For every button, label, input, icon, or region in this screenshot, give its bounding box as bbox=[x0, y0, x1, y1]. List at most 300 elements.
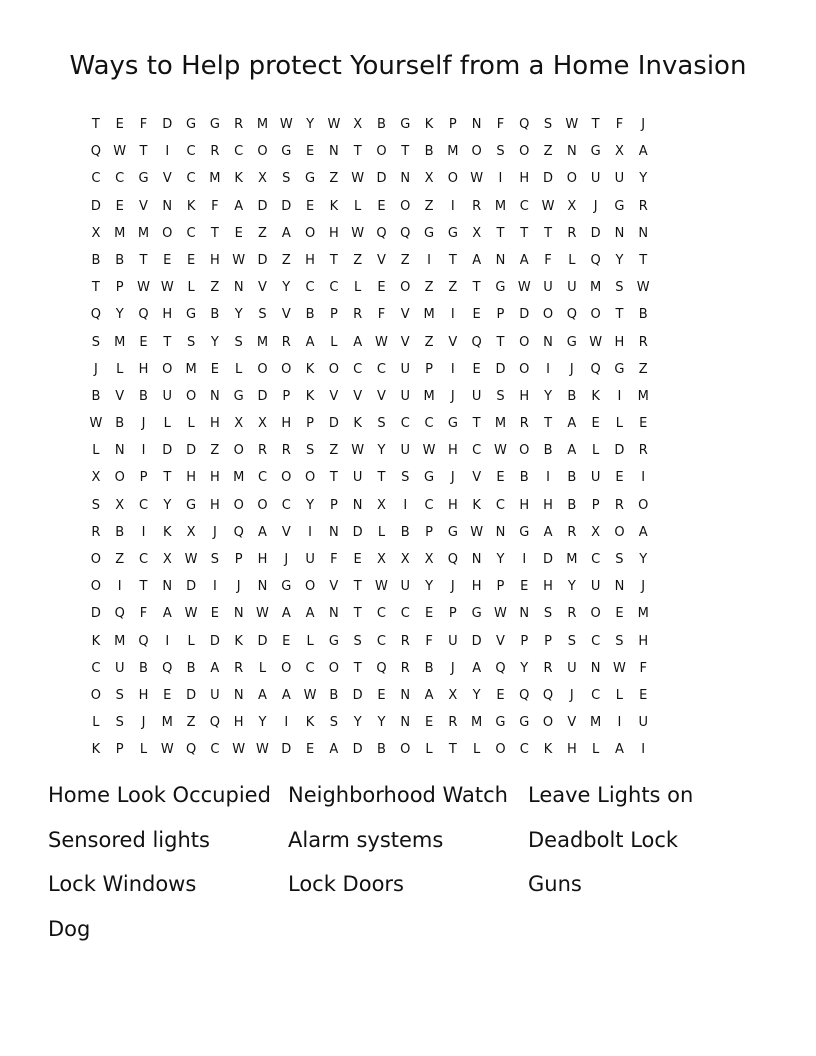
grid-letter: T bbox=[329, 470, 338, 486]
grid-letter: M bbox=[494, 416, 507, 432]
grid-letter: M bbox=[256, 334, 269, 350]
grid-letter: T bbox=[210, 225, 219, 241]
grid-letter: O bbox=[90, 687, 102, 703]
grid-row bbox=[84, 573, 734, 600]
grid-letter: W bbox=[589, 334, 603, 350]
grid-letter: B bbox=[543, 443, 553, 459]
grid-letter: B bbox=[329, 687, 339, 703]
grid-letter: C bbox=[234, 144, 244, 160]
grid-letter: Z bbox=[210, 443, 220, 459]
grid-letter: J bbox=[593, 198, 598, 214]
grid-letter: S bbox=[210, 552, 220, 567]
grid-letter: O bbox=[304, 470, 316, 486]
grid-letter: T bbox=[353, 606, 362, 622]
grid-letter: P bbox=[234, 552, 243, 567]
grid-letter: D bbox=[209, 633, 220, 649]
grid-letter: I bbox=[212, 579, 217, 595]
grid-letter: W bbox=[89, 416, 103, 432]
grid-row bbox=[84, 709, 734, 736]
grid-letter: Q bbox=[185, 742, 197, 758]
grid-letter: W bbox=[494, 606, 507, 622]
grid-letter: W bbox=[184, 606, 198, 622]
grid-letter: Y bbox=[496, 552, 505, 567]
grid-letter: E bbox=[186, 252, 196, 268]
grid-letter: Z bbox=[329, 171, 339, 187]
grid-letter: O bbox=[566, 171, 577, 187]
grid-letter: I bbox=[165, 144, 170, 160]
grid-letter: H bbox=[543, 497, 553, 513]
grid-letter: G bbox=[447, 225, 458, 241]
grid-row bbox=[84, 274, 734, 301]
grid-letter: B bbox=[567, 497, 577, 513]
grid-letter: G bbox=[519, 715, 530, 731]
grid-letter: X bbox=[472, 225, 482, 241]
grid-letter: C bbox=[257, 470, 268, 486]
grid-letter: Q bbox=[590, 252, 601, 268]
grid-letter: V bbox=[567, 715, 577, 731]
grid-row bbox=[84, 247, 734, 274]
grid-letter: Q bbox=[209, 715, 220, 731]
grid-row bbox=[84, 356, 734, 383]
grid-letter: B bbox=[91, 388, 101, 404]
grid-letter: F bbox=[330, 552, 338, 567]
grid-letter: C bbox=[353, 361, 363, 377]
grid-letter: Z bbox=[258, 225, 267, 241]
grid-letter: E bbox=[234, 225, 243, 241]
grid-letter: W bbox=[160, 742, 174, 758]
grid-letter: V bbox=[139, 198, 148, 214]
grid-letter: Y bbox=[163, 497, 172, 513]
grid-letter: C bbox=[591, 633, 601, 649]
grid-letter: T bbox=[329, 252, 338, 268]
grid-letter: D bbox=[90, 198, 101, 214]
word-list-item: Dog bbox=[48, 916, 91, 941]
grid-letter: Y bbox=[115, 307, 124, 323]
grid-letter: H bbox=[186, 470, 196, 486]
grid-letter: N bbox=[400, 171, 411, 187]
grid-row bbox=[84, 546, 734, 573]
grid-letter: L bbox=[592, 443, 600, 459]
grid-letter: X bbox=[91, 470, 101, 486]
grid-letter: E bbox=[472, 361, 481, 377]
grid-letter: C bbox=[495, 497, 505, 513]
grid-letter: W bbox=[613, 660, 626, 676]
grid-letter: C bbox=[138, 497, 149, 513]
grid-letter: C bbox=[472, 443, 482, 459]
grid-letter: E bbox=[377, 280, 386, 296]
grid-letter: T bbox=[353, 660, 362, 676]
grid-letter: M bbox=[114, 633, 126, 649]
grid-letter: E bbox=[163, 687, 172, 703]
grid-letter: J bbox=[450, 660, 455, 676]
grid-letter: A bbox=[281, 225, 291, 241]
grid-letter: M bbox=[114, 225, 126, 241]
grid-letter: T bbox=[544, 416, 553, 432]
grid-letter: C bbox=[210, 742, 220, 758]
grid-letter: E bbox=[210, 361, 219, 377]
grid-letter: B bbox=[377, 117, 386, 132]
grid-letter: O bbox=[495, 742, 506, 758]
grid-letter: N bbox=[114, 443, 125, 459]
grid-letter: N bbox=[543, 334, 553, 350]
grid-letter: S bbox=[329, 715, 338, 731]
grid-letter: U bbox=[400, 443, 411, 459]
grid-letter: X bbox=[424, 171, 434, 187]
grid-letter: D bbox=[495, 361, 506, 377]
grid-letter: S bbox=[115, 715, 124, 731]
grid-letter: G bbox=[495, 280, 506, 296]
grid-letter: O bbox=[542, 715, 554, 731]
grid-letter: V bbox=[377, 252, 386, 268]
grid-letter: W bbox=[137, 280, 150, 296]
grid-letter: C bbox=[519, 198, 529, 214]
grid-letter: O bbox=[519, 334, 530, 350]
grid-letter: D bbox=[352, 687, 363, 703]
grid-letter: B bbox=[377, 742, 386, 758]
grid-letter: M bbox=[590, 715, 602, 731]
grid-letter: T bbox=[139, 579, 148, 595]
word-list-item: Deadbolt Lock bbox=[528, 827, 679, 852]
grid-letter: Q bbox=[376, 660, 387, 676]
grid-letter: K bbox=[591, 388, 600, 404]
grid-letter: X bbox=[448, 687, 458, 703]
grid-letter: O bbox=[400, 742, 411, 758]
grid-letter: A bbox=[281, 606, 291, 622]
grid-letter: W bbox=[375, 579, 388, 595]
word-list-item: Neighborhood Watch bbox=[288, 783, 508, 807]
grid-letter: E bbox=[305, 198, 315, 214]
grid-letter: D bbox=[186, 579, 197, 595]
grid-letter: X bbox=[353, 117, 363, 132]
grid-letter: T bbox=[448, 252, 457, 268]
grid-row bbox=[84, 329, 734, 356]
grid-letter: H bbox=[209, 470, 220, 486]
grid-letter: E bbox=[615, 470, 624, 486]
grid-letter: T bbox=[163, 470, 172, 486]
grid-letter: C bbox=[400, 606, 410, 622]
grid-letter: A bbox=[472, 252, 482, 268]
grid-row bbox=[84, 736, 734, 763]
grid-letter: J bbox=[93, 361, 98, 377]
grid-letter: I bbox=[403, 497, 408, 513]
grid-letter: D bbox=[186, 687, 197, 703]
grid-letter: R bbox=[210, 144, 220, 160]
grid-letter: U bbox=[400, 388, 411, 404]
grid-letter: A bbox=[329, 742, 339, 758]
grid-letter: R bbox=[400, 633, 410, 649]
grid-letter: Q bbox=[376, 225, 387, 241]
grid-letter: N bbox=[519, 606, 530, 622]
grid-letter: H bbox=[447, 443, 458, 459]
grid-letter: F bbox=[139, 606, 148, 622]
grid-letter: L bbox=[615, 687, 624, 703]
grid-letter: K bbox=[234, 633, 243, 649]
grid-letter: E bbox=[424, 606, 434, 622]
grid-letter: C bbox=[376, 361, 386, 377]
grid-letter: O bbox=[257, 497, 268, 513]
grid-letter: W bbox=[303, 687, 317, 703]
grid-letter: H bbox=[138, 687, 149, 703]
grid-letter: H bbox=[209, 252, 220, 268]
grid-letter: C bbox=[186, 171, 196, 187]
grid-letter: E bbox=[305, 742, 315, 758]
grid-letter: H bbox=[328, 225, 339, 241]
grid-letter: G bbox=[305, 171, 316, 187]
grid-letter: V bbox=[448, 334, 458, 350]
grid-letter: Q bbox=[90, 307, 102, 323]
grid-row bbox=[84, 628, 734, 655]
grid-letter: I bbox=[641, 742, 646, 758]
word-list-item: Lock Windows bbox=[48, 872, 197, 896]
grid-letter: W bbox=[256, 742, 269, 758]
grid-letter: X bbox=[400, 552, 410, 567]
grid-letter: B bbox=[139, 388, 148, 404]
grid-letter: N bbox=[566, 144, 577, 160]
grid-letter: M bbox=[423, 307, 435, 323]
grid-letter: G bbox=[471, 606, 482, 622]
grid-letter: K bbox=[472, 497, 481, 513]
grid-letter: V bbox=[281, 307, 291, 323]
grid-letter: I bbox=[308, 524, 312, 540]
grid-letter: L bbox=[377, 524, 386, 540]
grid-letter: G bbox=[519, 524, 530, 540]
grid-letter: W bbox=[541, 198, 555, 214]
grid-letter: L bbox=[116, 361, 124, 377]
grid-letter: R bbox=[567, 225, 577, 241]
grid-letter: N bbox=[329, 606, 339, 622]
grid-letter: I bbox=[284, 715, 289, 731]
grid-letter: M bbox=[590, 280, 602, 296]
grid-letter: T bbox=[472, 416, 481, 432]
grid-letter: H bbox=[281, 416, 292, 432]
grid-letter: G bbox=[424, 470, 435, 486]
grid-letter: I bbox=[498, 171, 503, 187]
grid-letter: S bbox=[496, 388, 505, 404]
grid-letter: A bbox=[567, 443, 577, 459]
grid-letter: M bbox=[256, 117, 269, 132]
grid-letter: U bbox=[400, 579, 411, 595]
grid-letter: S bbox=[543, 606, 553, 622]
grid-letter: O bbox=[257, 144, 268, 160]
grid-letter: Z bbox=[115, 552, 125, 567]
grid-letter: V bbox=[329, 388, 339, 404]
grid-letter: M bbox=[423, 388, 435, 404]
grid-letter: T bbox=[496, 334, 505, 350]
grid-letter: E bbox=[305, 144, 315, 160]
grid-letter: U bbox=[114, 660, 125, 676]
grid-letter: X bbox=[91, 225, 101, 241]
grid-letter: D bbox=[257, 252, 268, 268]
grid-letter: B bbox=[519, 470, 529, 486]
grid-row bbox=[84, 600, 734, 627]
grid-letter: Y bbox=[377, 443, 386, 459]
grid-letter: G bbox=[281, 144, 292, 160]
grid-letter: A bbox=[353, 334, 363, 350]
grid-letter: T bbox=[448, 742, 457, 758]
grid-letter: Q bbox=[495, 660, 506, 676]
grid-letter: C bbox=[424, 497, 434, 513]
grid-letter: F bbox=[139, 117, 148, 132]
grid-letter: A bbox=[210, 660, 220, 676]
grid-letter: I bbox=[546, 470, 550, 486]
grid-letter: G bbox=[233, 388, 244, 404]
grid-letter: Q bbox=[233, 524, 244, 540]
word-list-item: Sensored lights bbox=[48, 827, 210, 852]
grid-letter: B bbox=[115, 252, 125, 268]
grid-letter: W bbox=[351, 171, 365, 187]
grid-letter: Z bbox=[424, 334, 434, 350]
grid-letter: P bbox=[544, 633, 552, 649]
grid-letter: G bbox=[186, 497, 197, 513]
grid-row bbox=[84, 682, 734, 709]
grid-letter: U bbox=[567, 280, 577, 296]
grid-letter: T bbox=[544, 225, 553, 241]
grid-letter: O bbox=[519, 361, 530, 377]
grid-letter: O bbox=[304, 225, 316, 241]
grid-letter: O bbox=[400, 198, 411, 214]
grid-letter: K bbox=[353, 416, 362, 432]
grid-letter: H bbox=[519, 171, 530, 187]
grid-letter: L bbox=[615, 416, 624, 432]
grid-letter: S bbox=[234, 334, 243, 350]
grid-letter: K bbox=[305, 715, 315, 731]
grid-letter: E bbox=[591, 416, 600, 432]
grid-letter: I bbox=[450, 198, 455, 214]
grid-letter: I bbox=[427, 252, 431, 268]
grid-letter: S bbox=[543, 117, 553, 132]
grid-letter: O bbox=[233, 497, 244, 513]
grid-letter: L bbox=[354, 198, 362, 214]
grid-letter: Y bbox=[258, 715, 267, 731]
grid-row bbox=[84, 519, 734, 546]
grid-letter: N bbox=[638, 225, 649, 241]
grid-letter: H bbox=[209, 497, 220, 513]
grid-letter: T bbox=[139, 252, 148, 268]
grid-letter: D bbox=[90, 606, 101, 622]
grid-letter: G bbox=[614, 198, 625, 214]
grid-letter: U bbox=[590, 171, 601, 187]
grid-letter: A bbox=[305, 334, 315, 350]
word-list-item: Alarm systems bbox=[288, 827, 444, 852]
grid-letter: W bbox=[232, 252, 246, 268]
grid-letter: Z bbox=[186, 715, 196, 731]
grid-letter: G bbox=[447, 416, 458, 432]
grid-letter: Y bbox=[353, 715, 362, 731]
grid-letter: Y bbox=[210, 334, 219, 350]
grid-letter: Y bbox=[639, 171, 648, 187]
grid-letter: D bbox=[162, 443, 173, 459]
grid-letter: P bbox=[139, 470, 148, 486]
grid-letter: M bbox=[566, 552, 578, 567]
grid-letter: S bbox=[615, 552, 624, 567]
grid-letter: C bbox=[376, 633, 386, 649]
grid-letter: Y bbox=[544, 388, 553, 404]
grid-letter: A bbox=[424, 687, 434, 703]
grid-letter: M bbox=[447, 144, 459, 160]
grid-letter: J bbox=[236, 579, 241, 595]
grid-letter: N bbox=[162, 579, 173, 595]
grid-letter: T bbox=[353, 144, 362, 160]
grid-letter: W bbox=[494, 443, 507, 459]
grid-letter: G bbox=[186, 117, 197, 132]
grid-letter: I bbox=[617, 388, 622, 404]
grid-letter: M bbox=[637, 606, 649, 622]
grid-letter: V bbox=[258, 280, 267, 296]
grid-letter: R bbox=[638, 198, 648, 214]
grid-letter: D bbox=[162, 117, 173, 132]
grid-letter: J bbox=[141, 416, 146, 432]
grid-letter: U bbox=[352, 470, 363, 486]
grid-letter: E bbox=[639, 687, 648, 703]
grid-letter: G bbox=[186, 307, 197, 323]
grid-letter: J bbox=[450, 388, 455, 404]
grid-letter: L bbox=[258, 660, 267, 676]
grid-letter: Y bbox=[567, 579, 576, 595]
grid-letter: M bbox=[209, 171, 221, 187]
grid-letter: P bbox=[115, 280, 124, 296]
grid-letter: I bbox=[617, 715, 622, 731]
grid-row bbox=[84, 193, 734, 220]
grid-letter: N bbox=[495, 524, 506, 540]
grid-letter: D bbox=[328, 416, 339, 432]
grid-letter: Z bbox=[281, 252, 291, 268]
grid-letter: E bbox=[210, 606, 219, 622]
grid-letter: K bbox=[329, 198, 339, 214]
grid-letter: Q bbox=[519, 687, 530, 703]
grid-letter: N bbox=[233, 280, 244, 296]
grid-letter: K bbox=[543, 742, 553, 758]
grid-letter: R bbox=[567, 606, 577, 622]
grid-letter: E bbox=[115, 117, 124, 132]
grid-letter: M bbox=[637, 388, 649, 404]
grid-letter: P bbox=[591, 497, 600, 513]
grid-letter: N bbox=[233, 687, 244, 703]
grid-letter: J bbox=[641, 579, 646, 595]
grid-row bbox=[84, 655, 734, 682]
grid-letter: O bbox=[162, 361, 173, 377]
grid-letter: R bbox=[353, 307, 363, 323]
grid-letter: H bbox=[471, 579, 482, 595]
grid-letter: W bbox=[256, 606, 269, 622]
grid-letter: Q bbox=[447, 552, 458, 567]
grid-letter: O bbox=[376, 144, 387, 160]
grid-letter: V bbox=[400, 334, 410, 350]
grid-letter: Q bbox=[138, 633, 149, 649]
grid-letter: V bbox=[495, 633, 505, 649]
grid-letter: F bbox=[496, 117, 505, 132]
grid-letter: C bbox=[91, 171, 101, 187]
grid-letter: O bbox=[281, 361, 292, 377]
grid-letter: D bbox=[352, 524, 363, 540]
grid-letter: Z bbox=[424, 198, 434, 214]
grid-letter: V bbox=[162, 171, 172, 187]
grid-letter: X bbox=[424, 552, 434, 567]
word-list bbox=[48, 776, 768, 954]
grid-letter: M bbox=[161, 715, 173, 731]
grid-letter: Y bbox=[377, 715, 386, 731]
grid-letter: R bbox=[543, 660, 553, 676]
grid-letter: U bbox=[471, 388, 482, 404]
grid-letter: T bbox=[496, 225, 505, 241]
grid-letter: A bbox=[258, 687, 267, 703]
grid-letter: R bbox=[281, 334, 291, 350]
grid-letter: R bbox=[234, 660, 244, 676]
grid-letter: A bbox=[162, 606, 172, 622]
grid-letter: B bbox=[115, 416, 125, 432]
grid-letter: P bbox=[520, 633, 529, 649]
grid-letter: B bbox=[305, 307, 315, 323]
grid-letter: D bbox=[281, 742, 292, 758]
